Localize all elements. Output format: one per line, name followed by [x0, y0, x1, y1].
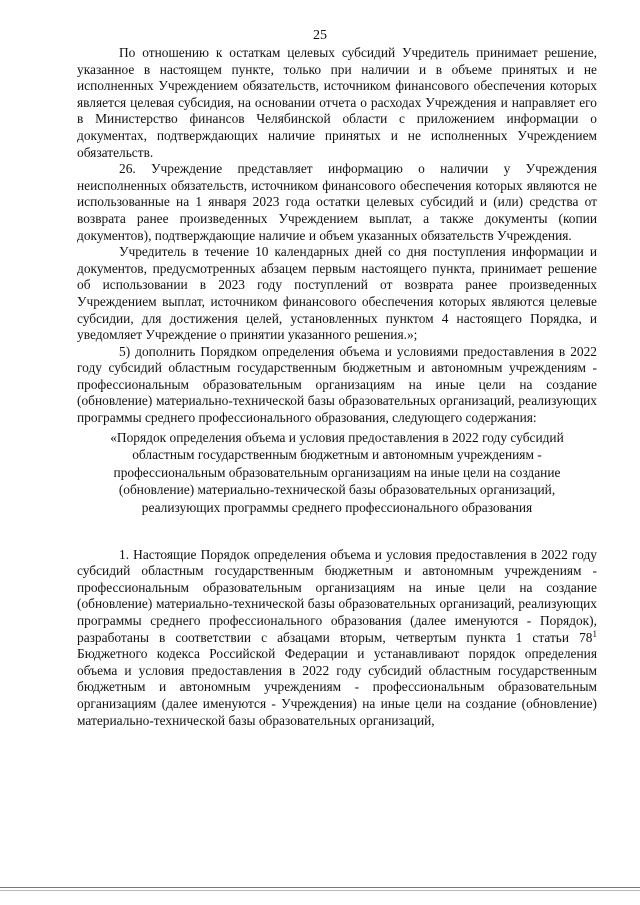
scan-edge-line: [0, 890, 640, 891]
title-line: «Порядок определения объема и условия предоставления в 2022 году субсидий: [110, 429, 564, 445]
title-line: (обновление) материально-технической базы образовательных организаций,: [118, 482, 556, 498]
title-line: областным государственным бюджетным и автономным учреждениям -: [132, 447, 542, 463]
paragraph: По отношению к остаткам целевых субсидий Учредитель принимает решение, указанное в настоящем пункте, только при наличии и в объеме принятых и не исполненных Учреждением обязательств, источником финансового обеспечения которых является целевая субсидия, на основании отчета о расходах Учреждения и направляет его в Министерство финансов Челябинской области с приложением информации о документах, подтверждающих наличие принятых и не исполненных Учреждением обязательств.: [77, 45, 597, 160]
document-body: [77, 45, 597, 729]
paragraph-text: 1. Настоящие Порядок определения объема и условия предоставления в 2022 году субсидий областным государственным бюджетным и автономным учреждениям - профессиональным образовательным организациям на иные цели на создание (обновление) материально-технической базы образовательных организаций, реализующих программы среднего профессионального образования (далее именуются - Порядок), разработаны в соответствии с абзацами вторым, четвертым пункта 1 статьи 78: [77, 546, 597, 645]
title-line: реализующих программы среднего профессионального образования: [141, 500, 533, 516]
superscript: 1: [592, 628, 597, 639]
paragraph: Учредитель в течение 10 календарных дней со дня поступления информации и документов, предусмотренных абзацем первым настоящего пункта, принимает решение об использовании в 2023 году поступлений от возврата ранее произведенных Учреждением выплат, источником финансового обеспечения которых являются целевые субсидии, для достижения целей, установленных пунктом 4 настоящего Порядка, и уведомляет Учреждение о принятии указанного решения.»;: [77, 244, 597, 343]
section-title: [77, 429, 597, 517]
title-line: профессиональным образовательным организациям на иные цели на создание: [113, 464, 561, 480]
paragraph: 5) дополнить Порядком определения объема и условиями предоставления в 2022 году субсидий областным государственным бюджетным и автономным учреждениям - профессиональным образовательным организациям на иные цели на создание (обновление) материально-технической базы образовательных организаций, реализующих программы среднего профессионального образования, следующего содержания:: [77, 343, 597, 426]
page-number: 25: [313, 28, 327, 43]
paragraph-text: Бюджетного кодекса Российской Федерации и устанавливают порядок определения объема и условия предоставления в 2022 году субсидий областным государственным бюджетным и автономным учреждениям - профессиональным образовательным организациям (далее именуются - Учреждения) на иные цели на создание (обновление) материально-технической базы образовательных организаций,: [77, 646, 597, 728]
paragraph: 26. Учреждение представляет информацию о наличии у Учреждения неисполненных обязательств, источником финансового обеспечения которых являются не использованные на 1 января 2023 года остатки целевых субсидий и (или) средства от возврата ранее произведенных Учреждением выплат, а также документы (копии документов), подтверждающие наличие и объем указанных обязательств Учреждения.: [77, 161, 597, 243]
paragraph: [77, 547, 597, 730]
scan-edge-line: [0, 887, 640, 888]
